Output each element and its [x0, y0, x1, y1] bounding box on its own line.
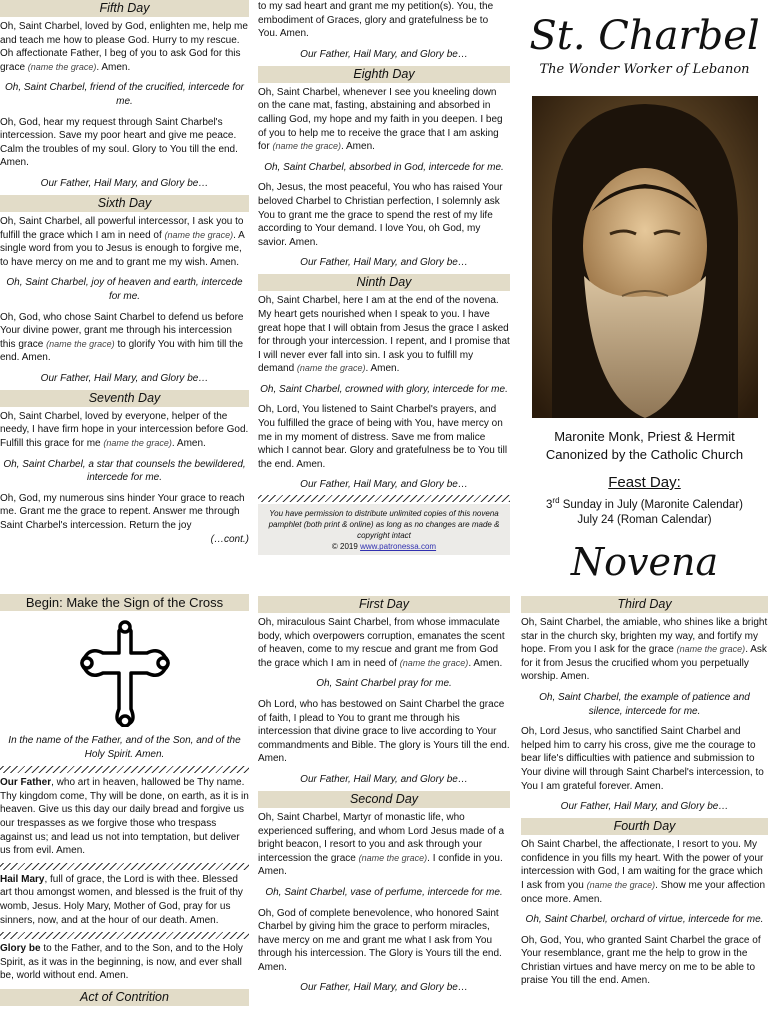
second-day-header: Second Day [258, 791, 510, 808]
name-the-grace: (name the grace) [358, 852, 428, 863]
fourth-day-prayer-1: Oh Saint Charbel, the affectionate, I resort to you. My confidence in you fills my heart. With the power of your intercession with God, I am waiting for the grace which I ask from you (name the grace). Show me your affection once more. Amen. [521, 839, 766, 905]
contrition-header: Act of Contrition [0, 989, 249, 1006]
sixth-day-header: Sixth Day [0, 195, 249, 212]
begin-panel [0, 594, 249, 1009]
name-the-grace: (name the grace) [676, 644, 746, 655]
refrain: Our Father, Hail Mary, and Glory be… [300, 479, 468, 491]
continued-note: (…cont.) [210, 533, 249, 545]
seventh-day-prayer-1: Oh, Saint Charbel, loved by everyone, helper of the needy, I have firm hope in your intercession before God. Fulfill this grace for me (name the grace). Amen. [0, 410, 249, 450]
our-father-prayer: Our Father, who art in heaven, hallowed be Thy name. Thy kingdom come, Thy will be done, on earth, as it is in heaven. Give us this day our daily bread and forgive us our trespasses as we forgive those who trespass against us; and lead us not into temptation, but deliver us from evil. Amen. [0, 777, 249, 857]
third-day-prayer-2: Oh, Lord Jesus, who sanctified Saint Charbel and helped him to carry his cross, give me the courage to bear life's difficulties with patience and submission to Your divine will through Saint Charbel's intercession, to You I am grateful forever. Amen. [521, 726, 764, 792]
divider [0, 863, 249, 870]
first-day-prayer-2: Oh Lord, who has bestowed on Saint Charbel the grace of faith, I plead to You to grant me through his intercession that divine grace to live according to Your commandments and Bible. The glory is Yours till the end. Amen. [258, 698, 510, 765]
third-day-prayer-1: Oh, Saint Charbel, the amiable, who shines like a bright star in the church sky, brighten my way, and fortify my hope. From you I ask for the grace (name the grace). Ask for it from Jesus the crucified whom you perpetually worship. Amen. [521, 617, 768, 683]
refrain: Our Father, Hail Mary, and Glory be… [300, 773, 468, 785]
sixth-day-invocation: Oh, Saint Charbel, joy of heaven and earth, intercede for me. [6, 277, 243, 302]
name-the-grace: (name the grace) [27, 61, 97, 72]
cross-icon [0, 617, 249, 732]
seventh-day-invocation: Oh, Saint Charbel, a star that counsels the bewildered, intercede for me. [3, 458, 246, 484]
name-the-grace: (name the grace) [586, 879, 656, 890]
eighth-day-prayer-2: Oh, Jesus, the most peaceful, You who has raised Your beloved Charbel to Christian perfection, I solemnly ask You to grant me the grace to spend the rest of my life according to Your demand. I love You, oh God, my savior. Amen. [258, 182, 503, 248]
refrain: Our Father, Hail Mary, and Glory be… [560, 801, 729, 813]
column-left-top [0, 0, 249, 546]
saint-title: St. Charbel [529, 13, 760, 59]
fifth-day-prayer-1: Oh, Saint Charbel, loved by God, enlighten me, help me and teach me how to please God. Hurry to my rescue. Oh affectionate Father, I beg of you to ask God for this grace (name the grace). Amen. [0, 21, 248, 73]
fourth-day-prayer-2: Oh, God, You, who granted Saint Charbel the grace of Your resemblance, grant me the help to grow in the Christian virtues and have mercy on me to be able to praise You till the end. Amen. [521, 934, 761, 987]
saint-caption: Maronite Monk, Priest & Hermit Canonized by the Catholic Church [545, 429, 744, 462]
ninth-day-prayer-1: Oh, Saint Charbel, here I am at the end of the novena. My heart gets nourished when I speak to you. I have great hope that I will obtain from Jesus the grace I asked for through your intercession. I repent, and I promise that I will never ever fall into sin. I ask you to fulfill my demand (name the grace). Amen. [258, 295, 510, 375]
fifth-day-prayer-2: Oh, God, hear my request through Saint Charbel's intercession. Save my poor heart and give me peace. Calm the troubles of my soul. Glory to You till the end. Amen. [0, 116, 238, 169]
third-day-invocation: Oh, Saint Charbel, the example of patience and silence, intercede for me. [539, 691, 750, 717]
novena-title: Novena [570, 539, 719, 584]
column-middle-bottom [258, 596, 510, 994]
refrain: Our Father, Hail Mary, and Glory be… [40, 177, 209, 189]
fourth-day-header: Fourth Day [521, 818, 768, 835]
name-the-grace: (name the grace) [46, 338, 115, 349]
first-day-invocation: Oh, Saint Charbel pray for me. [316, 678, 452, 690]
second-day-prayer-2: Oh, God of complete benevolence, who honored Saint Charbel by giving him the grace to perform miracles, have mercy on me and grant me what I ask from You through his intercession. The Glory is Yours till the end. Amen. [258, 907, 502, 973]
ninth-day-prayer-2: Oh, Lord, You listened to Saint Charbel's prayers, and You fulfilled the grace of being with You, have mercy on me in my moment of distress. Save me from malice which I cannot bear. Glory and gratefulness be to You till the end. Amen. [258, 404, 508, 470]
seventh-day-header: Seventh Day [0, 390, 249, 407]
feast-day-label: Feast Day: [608, 474, 681, 491]
name-the-grace: (name the grace) [296, 363, 366, 374]
seventh-day-prayer-2-cont: to my sad heart and grant me my petition(s). You, the embodiment of Graces, glory and gratefulness be to You. Amen. [258, 1, 494, 40]
first-day-prayer-1: Oh, miraculous Saint Charbel, from whose immaculate body, which overpowers corruption, emanates the scent of heaven, come to my rescue and grant me from God the grace which I am in need of (name the grace). Amen. [258, 617, 505, 669]
hail-mary-prayer: Hail Mary, full of grace, the Lord is with thee. Blessed art thou amongst women, and blessed is the fruit of thy womb, Jesus. Holy Mary, Mother of God, pray for us sinners, now, and at the hour of our death. Amen. [0, 873, 243, 926]
refrain: Our Father, Hail Mary, and Glory be… [40, 372, 209, 384]
second-day-invocation: Oh, Saint Charbel, vase of perfume, intercede for me. [265, 886, 503, 898]
ninth-day-header: Ninth Day [258, 274, 510, 291]
second-day-prayer-1: Oh, Saint Charbel, Martyr of monastic life, who experienced suffering, and whom Lord Jesus made of a bright beacon, I resort to you and ask through your intercession the grace (name the grace). I confide in you. Amen. [258, 811, 505, 878]
column-middle-top [258, 0, 510, 555]
sixth-day-prayer-1: Oh, Saint Charbel, all powerful intercessor, I ask you to fulfill the grace which I am in need of (name the grace). A single word from you to Jesus is enough to forgive me, to have mercy on me and to grant me my wish. Amen. [0, 215, 245, 268]
feast-day-dates: 3rd Sunday in July (Maronite Calendar) July 24 (Roman Calendar) [546, 496, 743, 526]
column-right-bottom [521, 596, 768, 988]
saint-portrait [532, 96, 758, 418]
third-day-header: Third Day [521, 596, 768, 613]
divider [0, 766, 249, 773]
eighth-day-header: Eighth Day [258, 66, 510, 83]
fifth-day-invocation: Oh, Saint Charbel, friend of the crucified, intercede for me. [4, 82, 244, 107]
first-day-header: First Day [258, 596, 510, 613]
column-right-top [521, 0, 768, 582]
eighth-day-invocation: Oh, Saint Charbel, absorbed in God, intercede for me. [264, 161, 504, 173]
sixth-day-prayer-2: Oh, God, who chose Saint Charbel to defend us before Your divine power, grant me through his intercession this grace (name the grace) to glorify You with him till the end. Amen. [0, 311, 244, 364]
eighth-day-prayer-1: Oh, Saint Charbel, whenever I see you kneeling down on the cane mat, fasting, abstaining and absorbed in calling God, my hope and my faith in you deepen. I beg of you to help me to receive the grace that I am asking for (name the grace). Amen. [258, 86, 503, 153]
ninth-day-invocation: Oh, Saint Charbel, crowned with glory, intercede for me. [260, 383, 508, 395]
website-link[interactable]: www.patronessa.com [360, 542, 437, 552]
copyright-notice: You have permission to distribute unlimited copies of this novena pamphlet (both print & online) as long as no changes are made & copyright intact © 2019 www.patronessa.com [258, 504, 510, 555]
fifth-day-header: Fifth Day [0, 0, 249, 17]
seventh-day-prayer-2: Oh, God, my numerous sins hinder Your grace to reach me. Grant me the grace to repent. Answer me through Saint Charbel's intercession. Return the joy [0, 492, 245, 532]
cross-caption: In the name of the Father, and of the Son, and of the Holy Spirit. Amen. [8, 735, 241, 760]
refrain: Our Father, Hail Mary, and Glory be… [300, 257, 468, 269]
divider [258, 495, 510, 502]
glory-be-prayer: Glory be to the Father, and to the Son, and to the Holy Spirit, as it was in the beginning, is now, and ever shall be, world without end. Amen. [0, 943, 243, 982]
name-the-grace: (name the grace) [164, 229, 234, 240]
divider [0, 932, 249, 939]
name-the-grace: (name the grace) [399, 657, 469, 668]
name-the-grace: (name the grace) [272, 141, 341, 152]
name-the-grace: (name the grace) [103, 438, 172, 449]
begin-header: Begin: Make the Sign of the Cross [0, 594, 249, 611]
saint-subtitle: The Wonder Worker of Lebanon [539, 62, 750, 77]
refrain: Our Father, Hail Mary, and Glory be… [300, 982, 468, 994]
fourth-day-invocation: Oh, Saint Charbel, orchard of virtue, intercede for me. [525, 914, 764, 926]
refrain: Our Father, Hail Mary, and Glory be… [300, 48, 468, 60]
